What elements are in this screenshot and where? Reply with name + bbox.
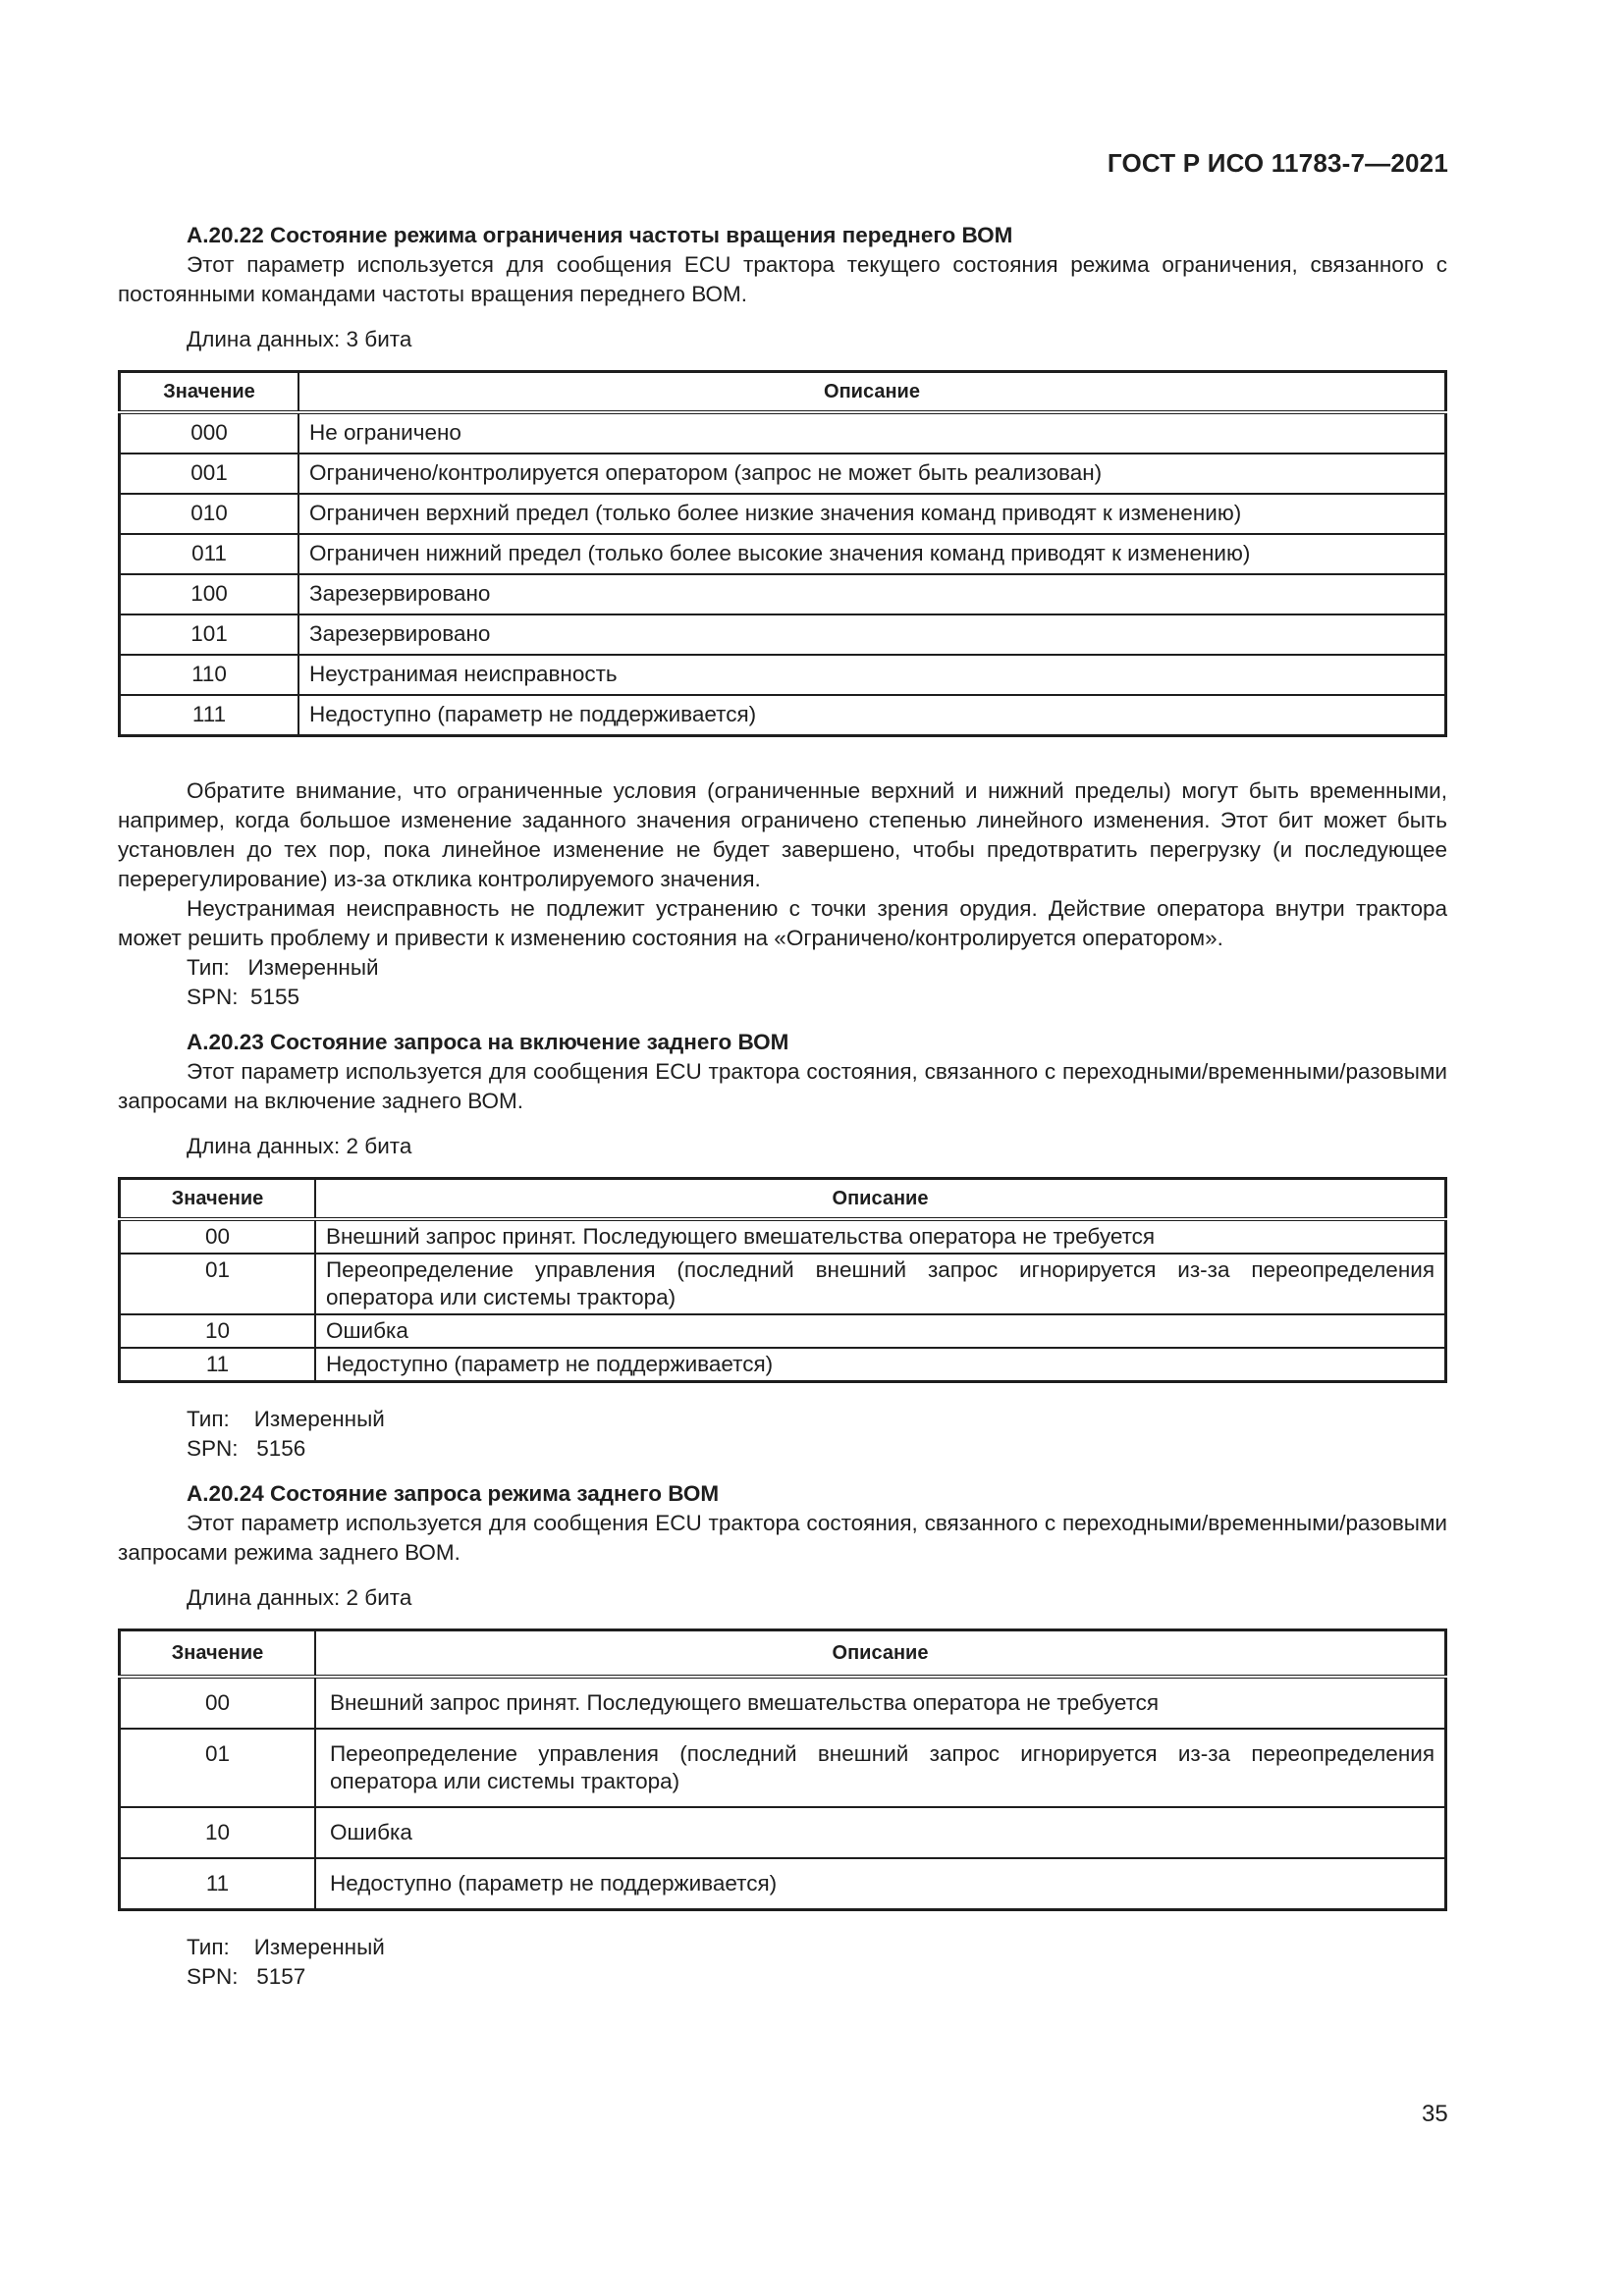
page-number: 35 (1422, 2101, 1448, 2127)
data-length: Длина данных: 2 бита (187, 1585, 412, 1610)
description-cell: Внешний запрос принят. Последующего вмешательства оператора не требуется (315, 1677, 1446, 1729)
section-heading: А.20.24 Состояние запроса режима заднего ВОМ (187, 1481, 720, 1506)
description-cell: Не ограничено (298, 412, 1446, 454)
description-cell: Неустранимая неисправность (298, 655, 1446, 695)
description-cell: Ограничено/контролируется оператором (запрос не может быть реализован) (298, 454, 1446, 494)
value-cell: 01 (120, 1729, 316, 1807)
section-heading: А.20.23 Состояние запроса на включение заднего ВОМ (187, 1030, 789, 1054)
table-row (120, 494, 1446, 534)
description-cell: Недоступно (параметр не поддерживается) (315, 1348, 1446, 1382)
table-row (120, 1677, 1446, 1729)
value-cell: 000 (120, 412, 299, 454)
table-row (120, 412, 1446, 454)
note-paragraph: Неустранимая неисправность не подлежит устранению с точки зрения орудия. Действие оператора внутри трактора может решить проблему и привести к изменению состояния на «Ограничено/контролируется оператором». (118, 896, 1447, 950)
description-cell: Переопределение управления (последний внешний запрос игнорируется из-за переопределения оператора или системы трактора) (315, 1729, 1446, 1807)
table-row (120, 1254, 1446, 1314)
column-header-description: Описание (315, 1630, 1446, 1678)
spn-line: SPN: 5155 (187, 985, 300, 1009)
description-cell: Недоступно (параметр не поддерживается) (315, 1858, 1446, 1910)
section-intro: Этот параметр используется для сообщения ECU трактора состояния, связанного с переходными/временными/разовыми запросами режима заднего ВОМ. (118, 1511, 1447, 1565)
description-cell: Переопределение управления (последний внешний запрос игнорируется из-за переопределения оператора или системы трактора) (315, 1254, 1446, 1314)
value-cell: 10 (120, 1314, 316, 1348)
table-row (120, 1729, 1446, 1807)
value-cell: 110 (120, 655, 299, 695)
value-cell: 010 (120, 494, 299, 534)
table-row (120, 454, 1446, 494)
value-cell: 10 (120, 1807, 316, 1858)
column-header-value: Значение (120, 372, 299, 413)
type-line: Тип: Измеренный (187, 1407, 385, 1431)
table-row (120, 655, 1446, 695)
table-row (120, 534, 1446, 574)
note-paragraph: Обратите внимание, что ограниченные условия (ограниченные верхний и нижний пределы) могут быть временными, например, когда большое изменение заданного значения ограничено степенью линейного изменения. Этот бит может быть установлен до тех пор, пока линейное изменение не будет завершено, чтобы предотвратить перегрузку (и последующее перерегулирование) из-за отклика контролируемого значения. (118, 778, 1447, 891)
value-cell: 11 (120, 1858, 316, 1910)
table-row (120, 1219, 1446, 1254)
description-cell: Ограничен нижний предел (только более высокие значения команд приводят к изменению) (298, 534, 1446, 574)
value-cell: 00 (120, 1677, 316, 1729)
value-cell: 011 (120, 534, 299, 574)
value-cell: 111 (120, 695, 299, 736)
description-cell: Ошибка (315, 1314, 1446, 1348)
description-cell: Ошибка (315, 1807, 1446, 1858)
table-row (120, 574, 1446, 614)
document-id: ГОСТ Р ИСО 11783-7—2021 (1107, 148, 1448, 178)
value-cell: 100 (120, 574, 299, 614)
column-header-description: Описание (298, 372, 1446, 413)
table-row (120, 1858, 1446, 1910)
column-header-description: Описание (315, 1179, 1446, 1220)
type-line: Тип: Измеренный (187, 955, 379, 980)
column-header-value: Значение (120, 1630, 316, 1678)
description-cell: Ограничен верхний предел (только более низкие значения команд приводят к изменению) (298, 494, 1446, 534)
description-cell: Внешний запрос принят. Последующего вмешательства оператора не требуется (315, 1219, 1446, 1254)
data-length: Длина данных: 3 бита (187, 327, 412, 351)
value-cell: 001 (120, 454, 299, 494)
values-table (118, 370, 1447, 737)
spn-line: SPN: 5157 (187, 1964, 306, 1989)
table-row (120, 695, 1446, 736)
table-header-row (120, 1630, 1446, 1678)
type-line: Тип: Измеренный (187, 1935, 385, 1959)
page-content (118, 221, 1447, 1992)
description-cell: Зарезервировано (298, 614, 1446, 655)
table-row (120, 1314, 1446, 1348)
value-cell: 00 (120, 1219, 316, 1254)
table-row (120, 614, 1446, 655)
description-cell: Зарезервировано (298, 574, 1446, 614)
section-intro: Этот параметр используется для сообщения ECU трактора состояния, связанного с переходными/временными/разовыми запросами на включение заднего ВОМ. (118, 1059, 1447, 1113)
values-table (118, 1177, 1447, 1383)
value-cell: 101 (120, 614, 299, 655)
data-length: Длина данных: 2 бита (187, 1134, 412, 1158)
value-cell: 11 (120, 1348, 316, 1382)
section-heading: А.20.22 Состояние режима ограничения частоты вращения переднего ВОМ (187, 223, 1013, 247)
value-cell: 01 (120, 1254, 316, 1314)
table-row (120, 1807, 1446, 1858)
column-header-value: Значение (120, 1179, 316, 1220)
description-cell: Недоступно (параметр не поддерживается) (298, 695, 1446, 736)
table-header-row (120, 372, 1446, 413)
table-row (120, 1348, 1446, 1382)
spn-line: SPN: 5156 (187, 1436, 306, 1461)
section-intro: Этот параметр используется для сообщения ECU трактора текущего состояния режима ограничения, связанного с постоянными командами частоты вращения переднего ВОМ. (118, 252, 1447, 306)
table-header-row (120, 1179, 1446, 1220)
values-table (118, 1629, 1447, 1911)
